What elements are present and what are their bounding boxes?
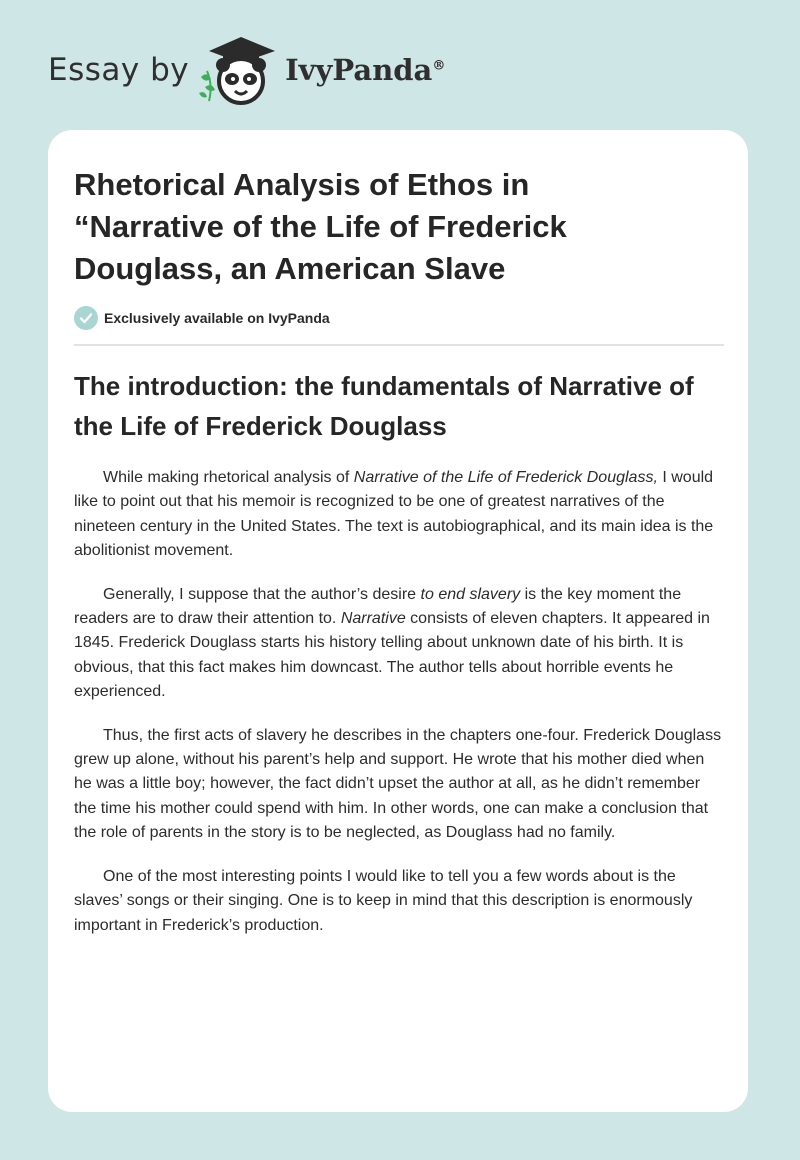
exclusive-label: Exclusively available on IvyPanda bbox=[104, 310, 330, 326]
brand-text: IvyPanda bbox=[285, 53, 433, 87]
book-title-emphasis: Narrative of the Life of Frederick Douglass, bbox=[353, 469, 658, 486]
article-body bbox=[74, 466, 724, 957]
exclusive-badge bbox=[74, 306, 330, 330]
article-title: Rhetorical Analysis of Ethos in “Narrative of the Life of Frederick Douglass, an American Slave bbox=[74, 167, 567, 286]
article-card bbox=[48, 130, 748, 1112]
panda-logo-icon[interactable] bbox=[195, 31, 279, 109]
paragraph: Generally, I suppose that the author’s desire to end slavery is the key moment the readers are to draw their attention to. Narrative consists of eleven chapters. It appeared in 1845. Frederick Douglass starts his history telling about unknown date of his birth. It is obvious, that this fact makes him downcast. The author tells about horrible events he experienced. bbox=[74, 585, 710, 701]
paragraph: One of the most interesting points I would like to tell you a few words about is the slaves’ songs or their singing. One is to keep in mind that this description is enormously important in Frederick’s production. bbox=[74, 867, 693, 934]
check-icon bbox=[74, 306, 98, 330]
divider bbox=[74, 344, 724, 346]
essay-by-label: Essay by bbox=[48, 52, 190, 88]
emphasis: to end slavery bbox=[420, 585, 521, 603]
brand-name[interactable] bbox=[285, 53, 445, 87]
paragraph: Thus, the first acts of slavery he describes in the chapters one-four. Frederick Douglass grew up alone, without his parent’s help and support. He wrote that his mother died when he was a little boy; however, the fact didn’t upset the author at all, as he didn’t remember the time his mother could spend with him. In other words, one can make a conclusion that the role of parents in the story is to be neglected, as Douglass had no family. bbox=[74, 726, 722, 842]
registered-mark: ® bbox=[432, 58, 446, 74]
emphasis: Narrative bbox=[340, 610, 406, 628]
site-header bbox=[48, 30, 445, 110]
section-heading: The introduction: the fundamentals of Narrative of the Life of Frederick Douglass bbox=[74, 371, 694, 441]
paragraph: While making rhetorical analysis of Narrative of the Life of Frederick Douglass, I would like to point out that his memoir is recognized to be one of greatest narratives of the nineteen century in the United States. The text is autobiographical, and its main idea is the abolitionist movement. bbox=[74, 469, 714, 560]
